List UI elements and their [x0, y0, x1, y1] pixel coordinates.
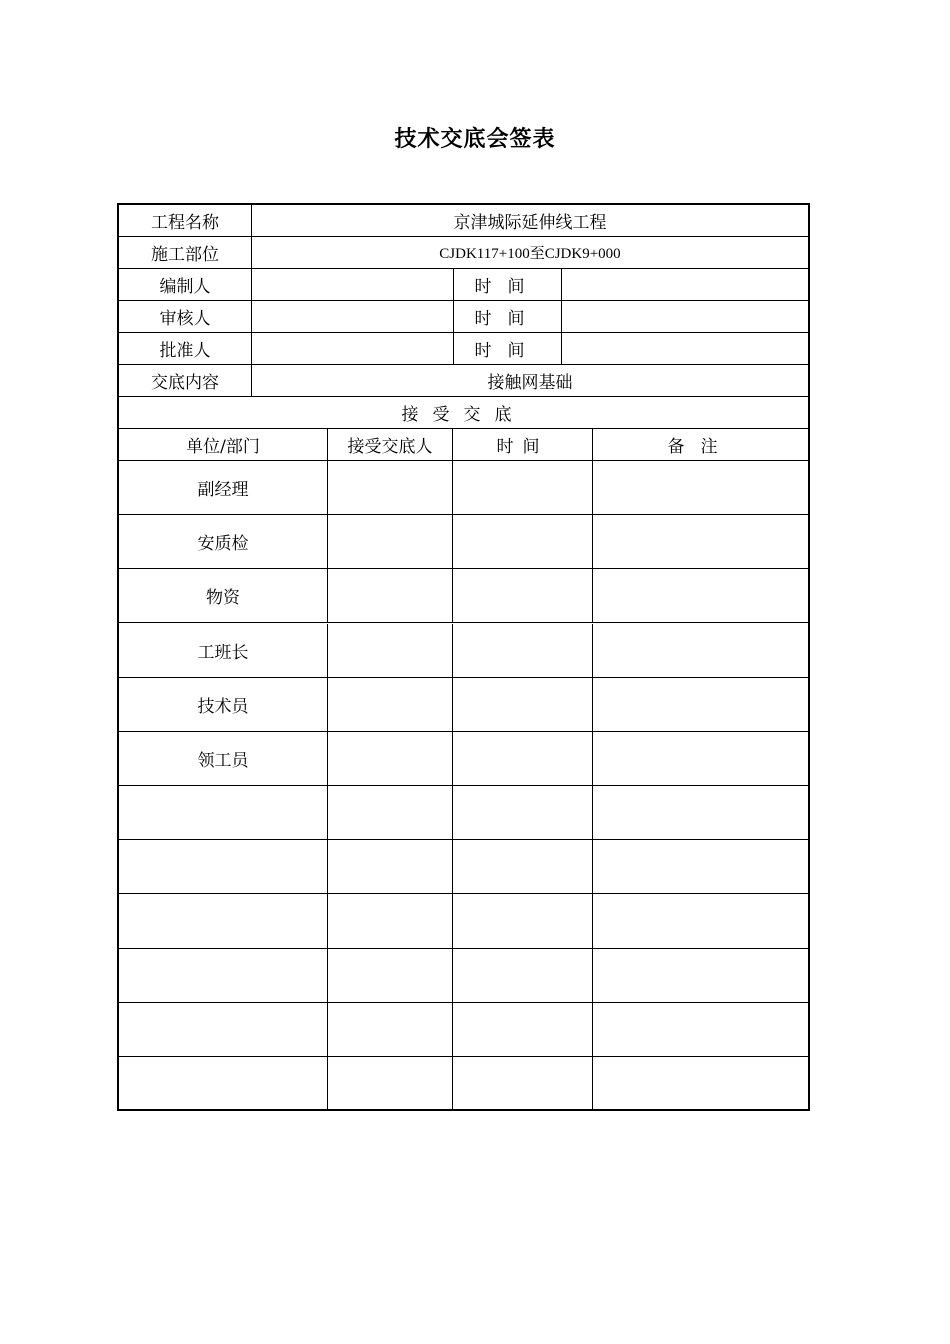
- remark-cell[interactable]: [592, 1003, 808, 1056]
- receiver-cell[interactable]: [327, 569, 452, 622]
- time-cell[interactable]: [452, 949, 592, 1002]
- remark-cell[interactable]: [592, 840, 808, 893]
- content-value: 接触网基础: [251, 365, 808, 396]
- time-cell[interactable]: [452, 786, 592, 839]
- remark-cell[interactable]: [592, 515, 808, 568]
- department-cell: 技术员: [197, 696, 249, 717]
- department-cell: [119, 1003, 327, 1056]
- table-row: [119, 678, 808, 732]
- table-row: [119, 515, 808, 569]
- form-title: 技术交底会签表: [394, 126, 556, 152]
- receiver-cell[interactable]: [327, 732, 452, 785]
- location-value: CJDK117+100至CJDK9+000: [251, 237, 808, 268]
- department-cell: [119, 786, 327, 839]
- table-row: [119, 1057, 808, 1111]
- receiver-cell[interactable]: [327, 786, 452, 839]
- department-cell: 物资: [206, 588, 240, 609]
- remark-cell[interactable]: [592, 949, 808, 1002]
- table-row: [119, 624, 808, 678]
- department-cell: [119, 949, 327, 1002]
- department-cell: 副经理: [197, 480, 249, 501]
- approver-time-label: 时间: [474, 341, 541, 361]
- receiver-cell[interactable]: [327, 515, 452, 568]
- remark-cell[interactable]: [592, 569, 808, 622]
- signoff-form: [117, 203, 810, 1111]
- receiver-cell[interactable]: [327, 894, 452, 947]
- department-cell: [119, 840, 327, 893]
- approver-row: [119, 333, 808, 365]
- receive-heading-row: [119, 397, 808, 429]
- receive-heading: 接受交底: [401, 405, 526, 425]
- table-row: [119, 786, 808, 840]
- col-header-time-cell: [452, 429, 592, 460]
- approver-label: 批准人: [159, 341, 211, 361]
- receiver-cell[interactable]: [327, 624, 452, 677]
- content-label: 交底内容: [151, 373, 219, 393]
- department-cell: [119, 894, 327, 947]
- project-name-row: [119, 205, 808, 237]
- approver-time-label-cell: [453, 333, 561, 364]
- reviewer-label: 审核人: [159, 309, 211, 329]
- author-label: 编制人: [159, 277, 211, 297]
- receiver-cell[interactable]: [327, 1057, 452, 1111]
- reviewer-time-label-cell: [453, 301, 561, 332]
- author-time-label: 时间: [474, 277, 541, 297]
- col-header-receiver: 接受交底人: [327, 429, 452, 460]
- table-row: [119, 894, 808, 948]
- department-cell: 工班长: [197, 642, 249, 663]
- author-field[interactable]: [251, 269, 453, 300]
- table-row: [119, 1003, 808, 1057]
- reviewer-time-field[interactable]: [561, 301, 808, 332]
- column-header-row: [119, 429, 808, 461]
- department-cell: [119, 1057, 327, 1111]
- time-cell[interactable]: [452, 624, 592, 677]
- table-row: [119, 732, 808, 786]
- project-name-value: 京津城际延伸线工程: [251, 205, 808, 236]
- project-name-label: 工程名称: [151, 213, 219, 233]
- time-cell[interactable]: [452, 1057, 592, 1111]
- remark-cell[interactable]: [592, 461, 808, 514]
- department-cell: 安质检: [197, 534, 249, 555]
- receiver-cell[interactable]: [327, 678, 452, 731]
- remark-cell[interactable]: [592, 678, 808, 731]
- reviewer-field[interactable]: [251, 301, 453, 332]
- col-header-department: 单位/部门: [186, 437, 260, 457]
- author-row: [119, 269, 808, 301]
- time-cell[interactable]: [452, 1003, 592, 1056]
- receive-heading-cell: [119, 397, 808, 428]
- time-cell[interactable]: [452, 732, 592, 785]
- remark-cell[interactable]: [592, 1057, 808, 1111]
- time-cell[interactable]: [452, 840, 592, 893]
- location-label: 施工部位: [151, 245, 219, 265]
- time-cell[interactable]: [452, 569, 592, 622]
- location-row: [119, 237, 808, 269]
- receiver-cell[interactable]: [327, 840, 452, 893]
- receiver-cell[interactable]: [327, 461, 452, 514]
- approver-field[interactable]: [251, 333, 453, 364]
- remark-cell[interactable]: [592, 786, 808, 839]
- col-header-time: 时间: [496, 437, 549, 457]
- receiver-cell[interactable]: [327, 1003, 452, 1056]
- receiver-cell[interactable]: [327, 949, 452, 1002]
- remark-cell[interactable]: [592, 732, 808, 785]
- table-row: [119, 569, 808, 623]
- department-cell: 领工员: [197, 750, 249, 771]
- time-cell[interactable]: [452, 515, 592, 568]
- time-cell[interactable]: [452, 894, 592, 947]
- table-row: [119, 840, 808, 894]
- col-header-remark: 备注: [667, 437, 734, 457]
- table-row: [119, 461, 808, 515]
- author-time-label-cell: [453, 269, 561, 300]
- remark-cell[interactable]: [592, 894, 808, 947]
- approver-time-field[interactable]: [561, 333, 808, 364]
- time-cell[interactable]: [452, 461, 592, 514]
- reviewer-row: [119, 301, 808, 333]
- author-time-field[interactable]: [561, 269, 808, 300]
- table-row: [119, 949, 808, 1003]
- reviewer-time-label: 时间: [474, 309, 541, 329]
- col-header-remark-cell: [592, 429, 808, 460]
- remark-cell[interactable]: [592, 624, 808, 677]
- time-cell[interactable]: [452, 678, 592, 731]
- content-row: [119, 365, 808, 397]
